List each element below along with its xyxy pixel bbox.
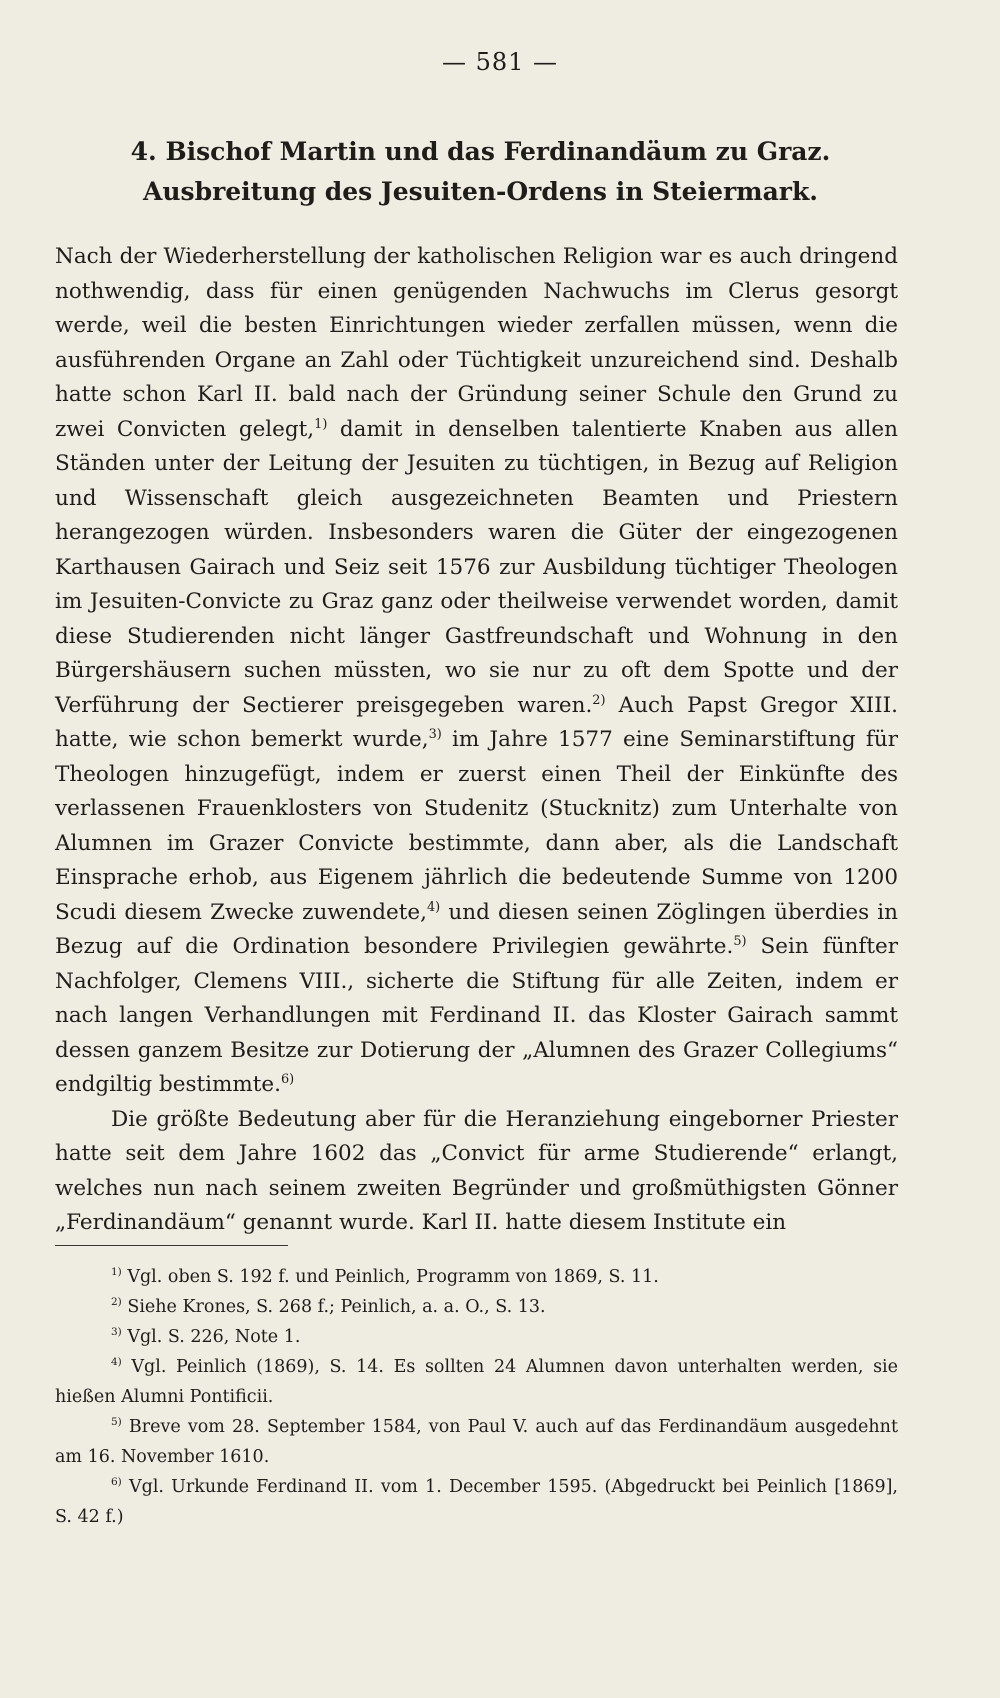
footnote-mark: 1) [111,1266,122,1279]
footnote-text: Siehe Krones, S. 268 f.; Peinlich, a. a. O., S. 13. [121,1297,546,1317]
footnote-mark: 5) [111,1416,122,1429]
paragraph-1-text-a: Nach der Wiederherstellung der katholischen Religion war es auch dringend nothwendig, dass für einen genügenden Nachwuchs im Clerus gesorgt werde, weil die besten Einrichtungen wieder zerfallen müssen, wenn die ausführenden Organe an Zahl oder Tüchtigkeit unzureichend sind. Deshalb hatte schon Karl II. bald nach der Gründung seiner Schule den Grund zu zwei Convicten gelegt, [55,244,898,442]
paragraph-2: Die größte Bedeutung aber für die Heranziehung eingeborner Priester hatte seit dem Jahre 1602 das „Convict für arme Studierende“ erlangt, welches nun nach seinem zweiten Begründer und großmüthigsten Gönner „Ferdinandäum“ genannt wurde. Karl II. hatte diesem Institute ein [55,1106,898,1235]
footnote-text: Vgl. Urkunde Ferdinand II. vom 1. December 1595. (Abgedruckt bei Peinlich [1869], S. 42 f.) [55,1477,898,1527]
footnote-ref-5: 5) [733,933,747,949]
footnote-mark: 4) [111,1356,122,1369]
footnote-text: Vgl. S. 226, Note 1. [121,1327,301,1347]
section-heading: 4. Bischof Martin und das Ferdinandäum zu Graz. Ausbreitung des Jesuiten-Ordens in Steiermark. [130,137,831,206]
footnotes [55,1262,898,1532]
footnote-5 [55,1412,898,1472]
body-text [55,240,898,1241]
footnote-text: Vgl. Peinlich (1869), S. 14. Es sollten 24 Alumnen davon unterhalten werden, sie hießen Alumni Pontificii. [55,1357,898,1407]
paragraph-1-text-b: damit in denselben talentierte Knaben aus allen Ständen unter der Leitung der Jesuiten zu tüchtigen, in Bezug auf Religion und Wissenschaft gleich ausgezeichneten Beamten und Priestern herangezogen würden. Insbesonders waren die Güter der eingezogenen Karthausen Gairach und Seiz seit 1576 zur Ausbildung tüchtiger Theologen im Jesuiten-Convicte zu Graz ganz oder theilweise verwendet worden, damit diese Studierenden nicht länger Gastfreundschaft und Wohnung in den Bürgershäusern suchen müssten, wo sie nur zu oft dem Spotte und der Verführung der Sectierer preisgegeben waren. [55,416,898,718]
footnote-ref-2: 2) [592,692,606,708]
paragraph-1 [55,240,898,1103]
paragraph-1-text-e: und diesen seinen Zöglingen überdies in Bezug auf die Ordination besondere Privilegien gewährte. [55,899,898,959]
page-number: — 581 — [441,48,559,76]
footnote-ref-1: 1) [314,416,328,432]
footnote-4 [55,1352,898,1412]
footnote-mark: 2) [111,1296,122,1309]
paragraph-1-text-d: im Jahre 1577 eine Seminarstiftung für Theologen hinzugefügt, indem er zuerst einen Theil der Einkünfte des verlassenen Frauenklosters von Studenitz (Stucknitz) zum Unterhalte von Alumnen im Grazer Convicte bestimmte, dann aber, als die Landschaft Einsprache erhob, aus Eigenem jährlich die bedeutende Summe von 1200 Scudi diesem Zwecke zuwendete, [55,727,898,925]
paragraph-1-text-c: Auch Papst Gregor XIII. hatte, wie schon bemerkt wurde, [55,692,898,752]
paragraph-1-text-f: Sein fünfter Nachfolger, Clemens VIII., sicherte die Stiftung für alle Zeiten, indem er nach langen Verhandlungen mit Ferdinand II. das Kloster Gairach sammt dessen ganzem Besitze zur Dotierung der „Alumnen des Grazer Collegiums“ endgiltig bestimmte. [55,934,898,1097]
footnote-mark: 3) [111,1326,122,1339]
footnote-1 [55,1262,898,1292]
footnote-6 [55,1472,898,1532]
footnote-text: Breve vom 28. September 1584, von Paul V. auch auf das Ferdinandäum ausgedehnt am 16. November 1610. [55,1417,898,1467]
footnote-ref-6: 6) [280,1071,295,1087]
footnote-divider [55,1245,288,1246]
footnote-text: Vgl. oben S. 192 f. und Peinlich, Programm von 1869, S. 11. [121,1267,659,1287]
footnote-3 [55,1322,898,1352]
footnote-2 [55,1292,898,1322]
footnote-mark: 6) [111,1476,122,1489]
footnote-ref-4: 4) [426,899,441,915]
footnote-ref-3: 3) [428,726,442,742]
